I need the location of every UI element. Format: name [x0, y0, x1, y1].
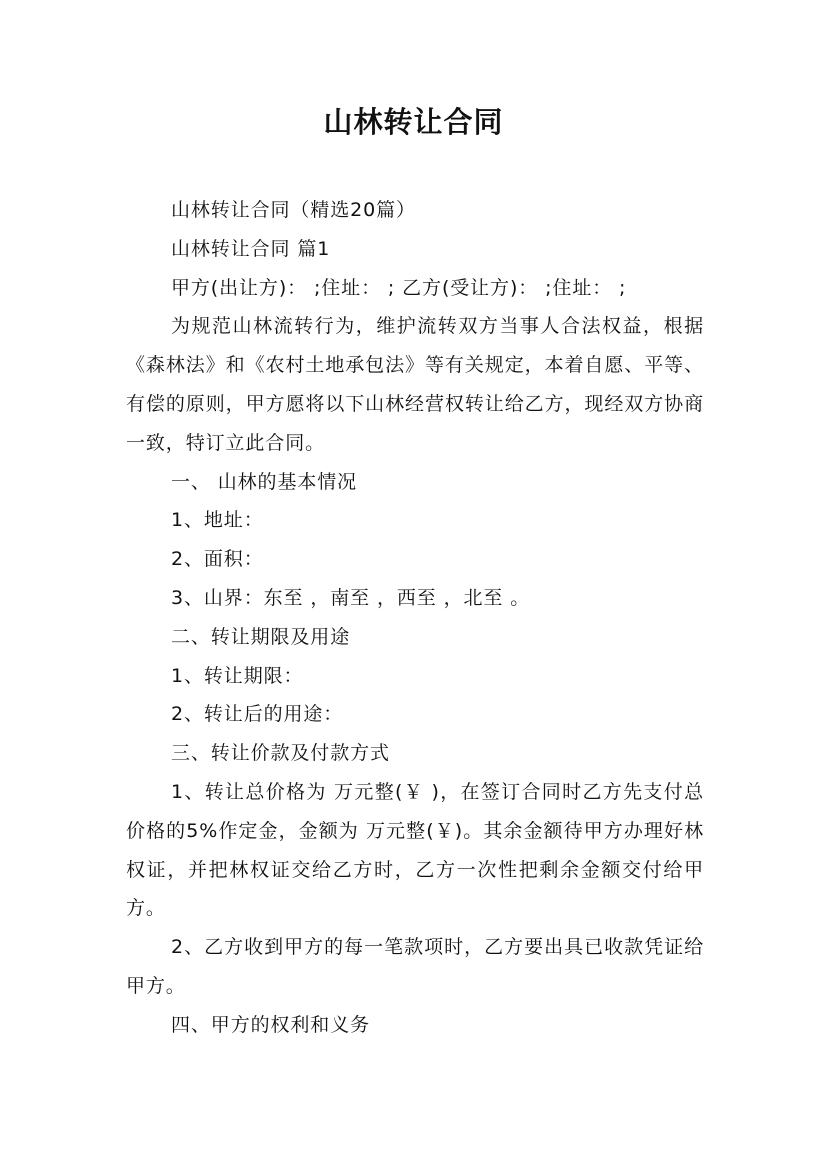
paragraph-boundaries: 3、山界：东至 ，南至 ，西至 ，北至 。 [171, 586, 531, 609]
document-body [126, 191, 704, 1045]
paragraph-clause-heading-2: 二、转让期限及用途 [171, 625, 351, 648]
paragraph-clause-heading-3: 三、转让价款及付款方式 [171, 742, 390, 765]
paragraph-area: 2、面积： [171, 548, 264, 571]
paragraph-term: 1、转让期限： [171, 664, 304, 687]
paragraph-section-heading: 山林转让合同 篇1 [171, 237, 331, 260]
paragraph-preamble: 为规范山林流转行为，维护流转双方当事人合法权益，根据《森林法》和《农村土地承包法》等有关规定，本着自愿、平等、有偿的原则，甲方愿将以下山林经营权转让给乙方，现经双方协商一致，特订立此合同。 [126, 315, 704, 454]
paragraph-clause-heading-1: 一、 山林的基本情况 [171, 470, 358, 493]
paragraph-address: 1、地址： [171, 509, 264, 532]
paragraph-receipt: 2、乙方收到甲方的每一笔款项时，乙方要出具已收款凭证给甲方。 [126, 936, 704, 997]
document-title: 山林转让合同 [323, 105, 504, 139]
paragraph-clause-heading-4: 四、甲方的权利和义务 [171, 1013, 371, 1036]
paragraph-parties: 甲方(出让方)： ;住址： ; 乙方(受让方)： ;住址： ; [171, 276, 627, 299]
paragraph-subtitle: 山林转让合同（精选20篇） [171, 199, 416, 221]
paragraph-price: 1、转让总价格为 万元整(￥ )，在签订合同时乙方先支付总价格的5%作定金，金额为 万元整(￥)。其余金额待甲方办理好林权证，并把林权证交给乙方时，乙方一次性把剩余金额交付给甲方。 [126, 780, 704, 920]
paragraph-usage: 2、转让后的用途： [171, 703, 344, 726]
